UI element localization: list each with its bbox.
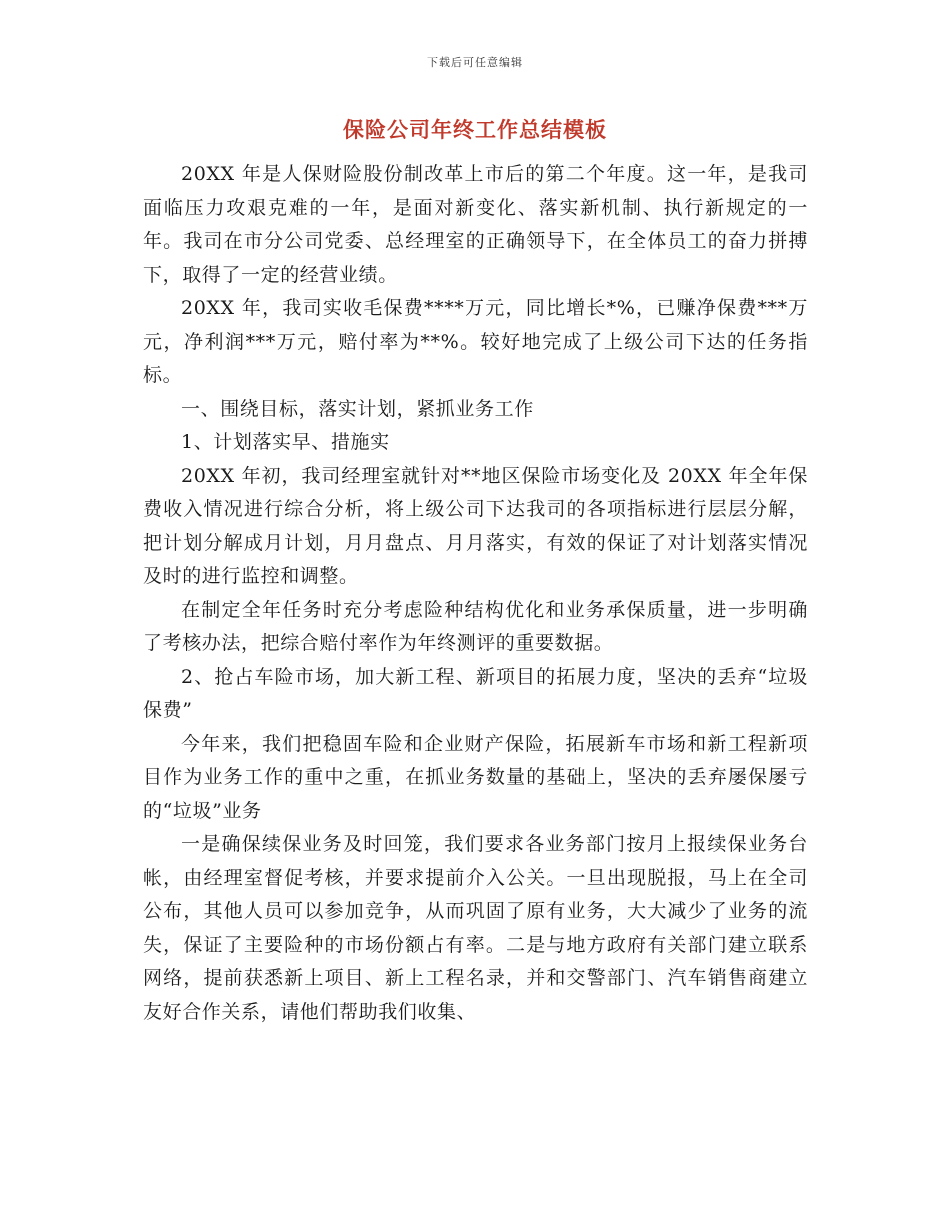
subsection-heading-2: 2、抢占车险市场，加大新工程、新项目的拓展力度，坚决的丢弃“垃圾保费” xyxy=(143,665,808,721)
paragraph-results: 20XX 年，我司实收毛保费****万元，同比增长*%，已赚净保费***万元，净利润***万元，赔付率为**%。较好地完成了上级公司下达的任务指标。 xyxy=(143,297,808,386)
section-heading-1: 一、围绕目标，落实计划，紧抓业务工作 xyxy=(181,397,534,420)
header-note: 下载后可任意编辑 xyxy=(427,56,523,69)
paragraph-planning: 20XX 年初，我司经理室就针对**地区保险市场变化及 20XX 年全年保费收入情况进行综合分析，将上级公司下达我司的各项指标进行层层分解，把计划分解成月计划，月月盘点、月月落实，有效的保证了对计划落实情况及时的进行监控和调整。 xyxy=(143,464,808,587)
paragraph-intro: 20XX 年是人保财险股份制改革上市后的第二个年度。这一年，是我司面临压力攻艰克难的一年，是面对新变化、落实新机制、执行新规定的一年。我司在市分公司党委、总经理室的正确领导下，在全体员工的奋力拼搏下，取得了一定的经营业绩。 xyxy=(143,163,808,286)
subsection-heading-1: 1、计划落实早、措施实 xyxy=(181,431,390,453)
document-body xyxy=(143,158,808,1029)
paragraph-market: 今年来，我们把稳固车险和企业财产保险，拓展新车市场和新工程新项目作为业务工作的重中之重，在抓业务数量的基础上，坚决的丢弃屡保屡亏的“垃圾”业务 xyxy=(143,732,808,822)
paragraph-measures: 一是确保续保业务及时回笼，我们要求各业务部门按月上报续保业务台帐，由经理室督促考核，并要求提前介入公关。一旦出现脱报，马上在全司公布，其他人员可以参加竞争，从而巩固了原有业务，大大减少了业务的流失，保证了主要险种的市场份额占有率。二是与地方政府有关部门建立联系网络，提前获悉新上项目、新上工程名录，并和交警部门、汽车销售商建立友好合作关系，请他们帮助我们收集、 xyxy=(143,833,808,1023)
paragraph-assessment: 在制定全年任务时充分考虑险种结构优化和业务承保质量，进一步明确了考核办法，把综合赔付率作为年终测评的重要数据。 xyxy=(143,598,808,654)
document-title: 保险公司年终工作总结模板 xyxy=(343,117,607,142)
